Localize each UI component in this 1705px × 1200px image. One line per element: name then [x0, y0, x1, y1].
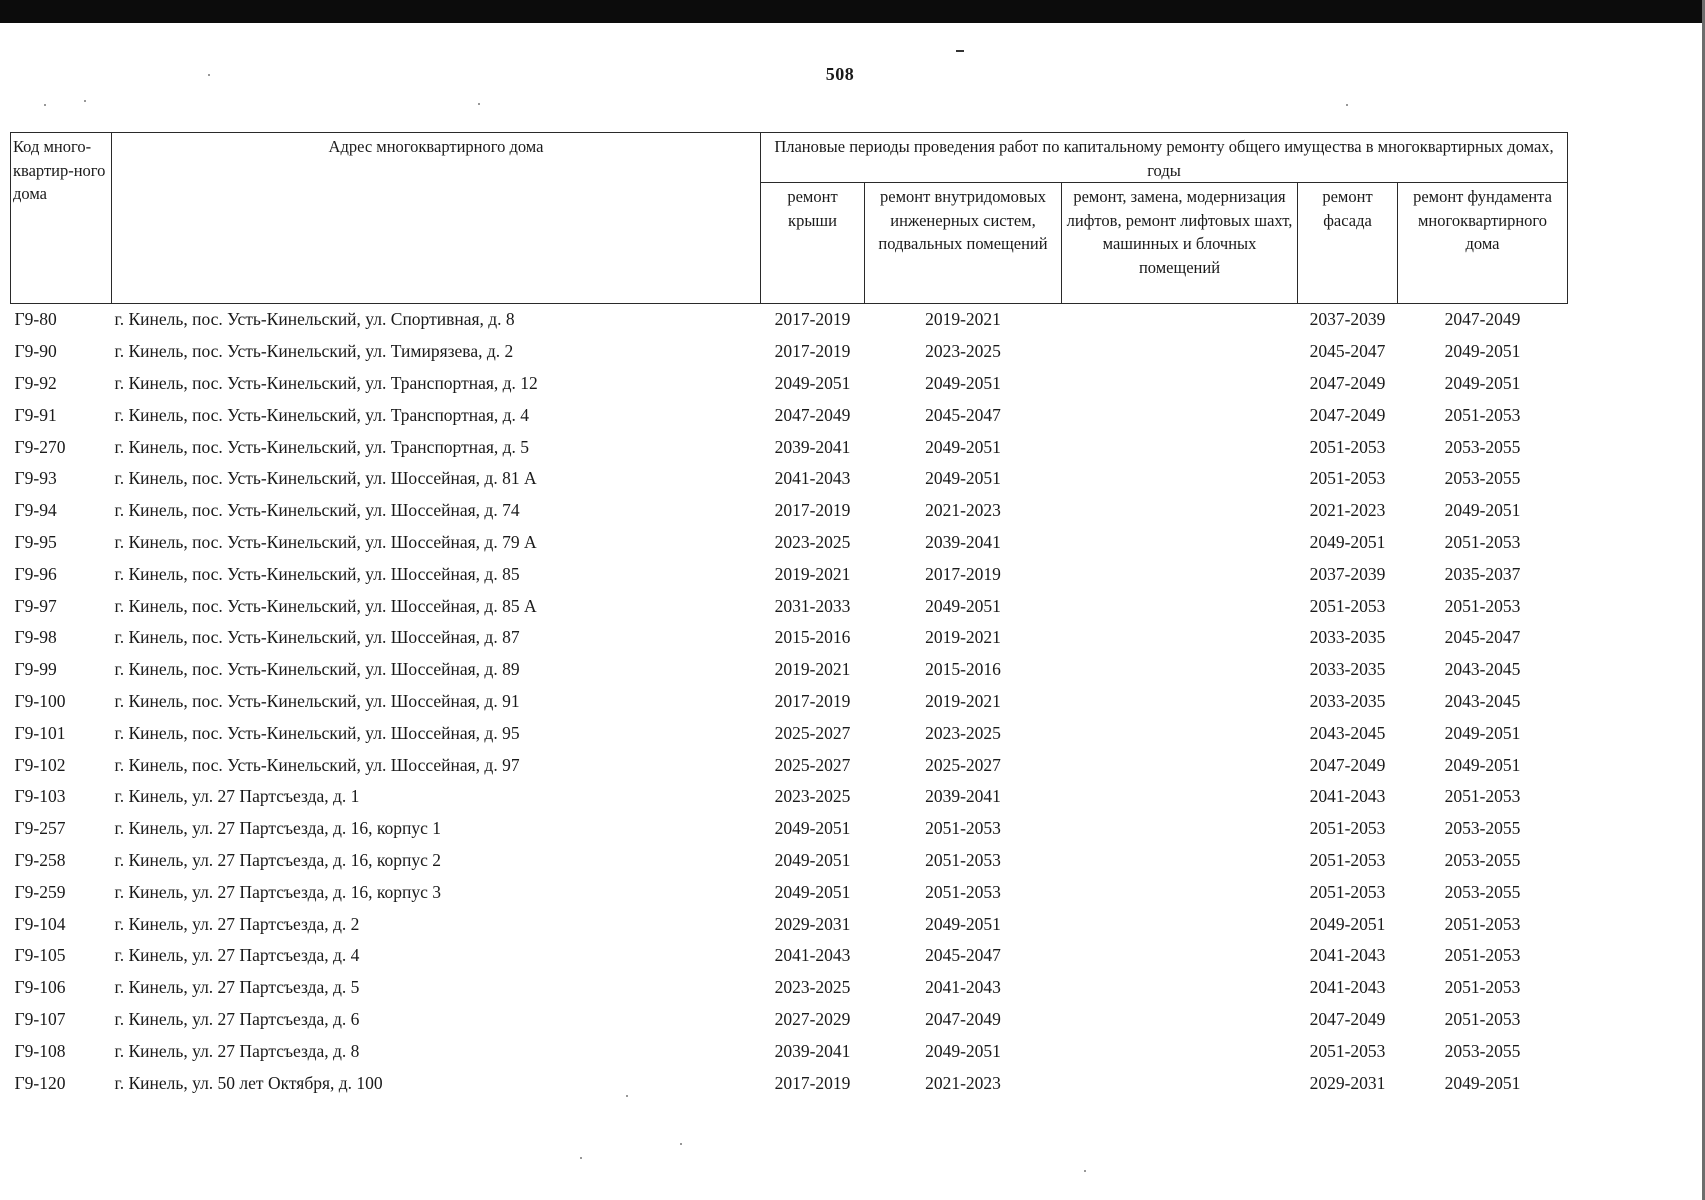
engineering-period-cell: 2045-2047: [925, 404, 1001, 425]
roof-period-cell: 2017-2019: [774, 500, 851, 521]
roof-period-cell: 2047-2049: [774, 404, 851, 425]
roof-period-cell: 2041-2043: [774, 945, 851, 966]
facade-period-cell: 2049-2051: [1309, 531, 1386, 552]
facade-period-cell: 2041-2043: [1309, 945, 1386, 966]
house-code-cell: Г9-91: [14, 404, 57, 425]
foundation-period-cell: 2053-2055: [1444, 849, 1521, 870]
header-engineering: ремонт внутридомовых инженерных систем, подвальных помещений: [865, 183, 1062, 304]
facade-period-cell: 2043-2045: [1309, 722, 1386, 743]
address-cell: г. Кинель, ул. 27 Партсъезда, д. 16, корпус 1: [114, 818, 442, 839]
elevators-period-cell: [1062, 527, 1298, 559]
house-code-cell: Г9-258: [14, 849, 66, 870]
table-row: [11, 972, 1568, 1004]
address-cell: г. Кинель, пос. Усть-Кинельский, ул. Транспортная, д. 12: [114, 372, 538, 393]
address-cell: г. Кинель, ул. 27 Партсъезда, д. 5: [114, 977, 360, 998]
house-code-cell: Г9-105: [14, 945, 66, 966]
house-code-cell: Г9-101: [14, 722, 66, 743]
table-row: [11, 686, 1568, 718]
facade-period-cell: 2033-2035: [1309, 627, 1386, 648]
scan-speck: [84, 100, 86, 102]
roof-period-cell: 2049-2051: [774, 849, 851, 870]
table-row: [11, 431, 1568, 463]
foundation-period-cell: 2053-2055: [1444, 1040, 1521, 1061]
table-row: [11, 1004, 1568, 1036]
elevators-period-cell: [1062, 495, 1298, 527]
facade-period-cell: 2037-2039: [1309, 563, 1386, 584]
foundation-period-cell: 2053-2055: [1444, 881, 1521, 902]
scan-speck: [1084, 1170, 1086, 1172]
engineering-period-cell: 2039-2041: [925, 786, 1001, 807]
foundation-period-cell: 2043-2045: [1444, 690, 1521, 711]
house-code-cell: Г9-90: [14, 341, 57, 362]
engineering-period-cell: 2023-2025: [925, 341, 1001, 362]
header-roof: ремонт крыши: [761, 183, 865, 304]
house-code-cell: Г9-95: [14, 531, 57, 552]
table-row: [11, 813, 1568, 845]
house-code-cell: Г9-103: [14, 786, 66, 807]
house-code-cell: Г9-97: [14, 595, 57, 616]
facade-period-cell: 2047-2049: [1309, 1008, 1386, 1029]
scan-speck: [208, 74, 210, 76]
roof-period-cell: 2049-2051: [774, 818, 851, 839]
capital-repair-table: [10, 132, 1568, 1099]
facade-period-cell: 2029-2031: [1309, 1072, 1386, 1093]
elevators-period-cell: [1062, 304, 1298, 336]
engineering-period-cell: 2021-2023: [925, 1072, 1001, 1093]
address-cell: г. Кинель, ул. 27 Партсъезда, д. 4: [114, 945, 360, 966]
scan-mark: [956, 50, 964, 52]
roof-period-cell: 2023-2025: [774, 786, 851, 807]
facade-period-cell: 2047-2049: [1309, 754, 1386, 775]
address-cell: г. Кинель, ул. 27 Партсъезда, д. 16, корпус 3: [114, 881, 442, 902]
facade-period-cell: 2045-2047: [1309, 341, 1386, 362]
roof-period-cell: 2017-2019: [774, 690, 851, 711]
table-row: [11, 495, 1568, 527]
address-cell: г. Кинель, пос. Усть-Кинельский, ул. Шоссейная, д. 81 А: [114, 468, 537, 489]
foundation-period-cell: 2049-2051: [1444, 722, 1521, 743]
house-code-cell: Г9-100: [14, 690, 66, 711]
engineering-period-cell: 2021-2023: [925, 500, 1001, 521]
house-code-cell: Г9-99: [14, 659, 57, 680]
engineering-period-cell: 2017-2019: [925, 563, 1001, 584]
address-cell: г. Кинель, пос. Усть-Кинельский, ул. Шоссейная, д. 97: [114, 754, 520, 775]
table-row: [11, 336, 1568, 368]
elevators-period-cell: [1062, 654, 1298, 686]
header-planned-periods: Плановые периоды проведения работ по капитальному ремонту общего имущества в многоквартирных домах, годы: [761, 133, 1568, 183]
foundation-period-cell: 2035-2037: [1444, 563, 1521, 584]
facade-period-cell: 2051-2053: [1309, 818, 1386, 839]
table-row: [11, 940, 1568, 972]
roof-period-cell: 2017-2019: [774, 1072, 851, 1093]
foundation-period-cell: 2047-2049: [1444, 309, 1521, 330]
elevators-period-cell: [1062, 749, 1298, 781]
elevators-period-cell: [1062, 399, 1298, 431]
roof-period-cell: 2017-2019: [774, 309, 851, 330]
house-code-cell: Г9-106: [14, 977, 66, 998]
table-row: [11, 749, 1568, 781]
elevators-period-cell: [1062, 558, 1298, 590]
engineering-period-cell: 2049-2051: [925, 436, 1001, 457]
table-row: [11, 558, 1568, 590]
house-code-cell: Г9-94: [14, 500, 57, 521]
elevators-period-cell: [1062, 1004, 1298, 1036]
elevators-period-cell: [1062, 622, 1298, 654]
header-facade: ремонт фасада: [1298, 183, 1398, 304]
table-row: [11, 717, 1568, 749]
facade-period-cell: 2051-2053: [1309, 881, 1386, 902]
header-code: Код много-квартир-ного дома: [11, 133, 112, 304]
scan-speck: [1346, 104, 1348, 106]
house-code-cell: Г9-98: [14, 627, 57, 648]
house-code-cell: Г9-102: [14, 754, 66, 775]
table-row: [11, 463, 1568, 495]
address-cell: г. Кинель, ул. 27 Партсъезда, д. 2: [114, 913, 360, 934]
elevators-period-cell: [1062, 431, 1298, 463]
foundation-period-cell: 2053-2055: [1444, 468, 1521, 489]
roof-period-cell: 2041-2043: [774, 468, 851, 489]
header-foundation: ремонт фундамента многоквартирного дома: [1398, 183, 1568, 304]
house-code-cell: Г9-257: [14, 818, 66, 839]
foundation-period-cell: 2051-2053: [1444, 913, 1521, 934]
address-cell: г. Кинель, пос. Усть-Кинельский, ул. Транспортная, д. 4: [114, 404, 530, 425]
roof-period-cell: 2023-2025: [774, 977, 851, 998]
roof-period-cell: 2049-2051: [774, 881, 851, 902]
address-cell: г. Кинель, пос. Усть-Кинельский, ул. Транспортная, д. 5: [114, 436, 530, 457]
address-cell: г. Кинель, пос. Усть-Кинельский, ул. Шоссейная, д. 79 А: [114, 531, 537, 552]
engineering-period-cell: 2051-2053: [925, 881, 1001, 902]
facade-period-cell: 2021-2023: [1309, 500, 1386, 521]
engineering-period-cell: 2049-2051: [925, 372, 1001, 393]
house-code-cell: Г9-96: [14, 563, 57, 584]
foundation-period-cell: 2045-2047: [1444, 627, 1521, 648]
engineering-period-cell: 2019-2021: [925, 309, 1001, 330]
engineering-period-cell: 2049-2051: [925, 468, 1001, 489]
foundation-period-cell: 2051-2053: [1444, 595, 1521, 616]
roof-period-cell: 2031-2033: [774, 595, 851, 616]
table-row: [11, 368, 1568, 400]
elevators-period-cell: [1062, 1035, 1298, 1067]
roof-period-cell: 2023-2025: [774, 531, 851, 552]
table-row: [11, 590, 1568, 622]
scan-top-border: [0, 0, 1705, 23]
foundation-period-cell: 2051-2053: [1444, 404, 1521, 425]
elevators-period-cell: [1062, 717, 1298, 749]
elevators-period-cell: [1062, 590, 1298, 622]
facade-period-cell: 2051-2053: [1309, 595, 1386, 616]
address-cell: г. Кинель, ул. 27 Партсъезда, д. 1: [114, 786, 360, 807]
elevators-period-cell: [1062, 463, 1298, 495]
table-row: [11, 781, 1568, 813]
facade-period-cell: 2033-2035: [1309, 659, 1386, 680]
address-cell: г. Кинель, пос. Усть-Кинельский, ул. Шоссейная, д. 85: [114, 563, 520, 584]
table-row: [11, 1035, 1568, 1067]
roof-period-cell: 2019-2021: [774, 659, 851, 680]
elevators-period-cell: [1062, 876, 1298, 908]
house-code-cell: Г9-92: [14, 372, 57, 393]
facade-period-cell: 2037-2039: [1309, 309, 1386, 330]
roof-period-cell: 2039-2041: [774, 1040, 851, 1061]
facade-period-cell: 2041-2043: [1309, 977, 1386, 998]
table-row: [11, 908, 1568, 940]
scan-speck: [580, 1157, 582, 1159]
elevators-period-cell: [1062, 781, 1298, 813]
foundation-period-cell: 2049-2051: [1444, 500, 1521, 521]
roof-period-cell: 2017-2019: [774, 341, 851, 362]
address-cell: г. Кинель, пос. Усть-Кинельский, ул. Тимирязева, д. 2: [114, 341, 514, 362]
engineering-period-cell: 2019-2021: [925, 690, 1001, 711]
engineering-period-cell: 2049-2051: [925, 595, 1001, 616]
facade-period-cell: 2047-2049: [1309, 404, 1386, 425]
facade-period-cell: 2033-2035: [1309, 690, 1386, 711]
engineering-period-cell: 2047-2049: [925, 1008, 1001, 1029]
scan-speck: [478, 103, 480, 105]
elevators-period-cell: [1062, 908, 1298, 940]
house-code-cell: Г9-80: [14, 309, 57, 330]
foundation-period-cell: 2051-2053: [1444, 531, 1521, 552]
house-code-cell: Г9-270: [14, 436, 66, 457]
foundation-period-cell: 2051-2053: [1444, 945, 1521, 966]
roof-period-cell: 2015-2016: [774, 627, 851, 648]
roof-period-cell: 2025-2027: [774, 722, 851, 743]
page-number: 508: [825, 64, 855, 84]
foundation-period-cell: 2049-2051: [1444, 754, 1521, 775]
table-row: [11, 654, 1568, 686]
roof-period-cell: 2049-2051: [774, 372, 851, 393]
roof-period-cell: 2019-2021: [774, 563, 851, 584]
table-row: [11, 527, 1568, 559]
header-elevators: ремонт, замена, модернизация лифтов, ремонт лифтовых шахт, машинных и блочных помещений: [1062, 183, 1298, 304]
elevators-period-cell: [1062, 336, 1298, 368]
facade-period-cell: 2051-2053: [1309, 436, 1386, 457]
foundation-period-cell: 2049-2051: [1444, 341, 1521, 362]
roof-period-cell: 2025-2027: [774, 754, 851, 775]
facade-period-cell: 2041-2043: [1309, 786, 1386, 807]
table-row: [11, 622, 1568, 654]
house-code-cell: Г9-120: [14, 1072, 66, 1093]
address-cell: г. Кинель, пос. Усть-Кинельский, ул. Шоссейная, д. 87: [114, 627, 520, 648]
foundation-period-cell: 2051-2053: [1444, 786, 1521, 807]
engineering-period-cell: 2049-2051: [925, 913, 1001, 934]
engineering-period-cell: 2025-2027: [925, 754, 1001, 775]
facade-period-cell: 2047-2049: [1309, 372, 1386, 393]
address-cell: г. Кинель, пос. Усть-Кинельский, ул. Шоссейная, д. 85 А: [114, 595, 537, 616]
elevators-period-cell: [1062, 940, 1298, 972]
table-row: [11, 876, 1568, 908]
roof-period-cell: 2027-2029: [774, 1008, 851, 1029]
engineering-period-cell: 2041-2043: [925, 977, 1001, 998]
address-cell: г. Кинель, ул. 27 Партсъезда, д. 6: [114, 1008, 360, 1029]
foundation-period-cell: 2043-2045: [1444, 659, 1521, 680]
foundation-period-cell: 2051-2053: [1444, 1008, 1521, 1029]
engineering-period-cell: 2039-2041: [925, 531, 1001, 552]
house-code-cell: Г9-93: [14, 468, 57, 489]
elevators-period-cell: [1062, 368, 1298, 400]
foundation-period-cell: 2053-2055: [1444, 436, 1521, 457]
address-cell: г. Кинель, пос. Усть-Кинельский, ул. Шоссейная, д. 89: [114, 659, 520, 680]
engineering-period-cell: 2019-2021: [925, 627, 1001, 648]
scan-speck: [680, 1143, 682, 1145]
address-cell: г. Кинель, ул. 27 Партсъезда, д. 16, корпус 2: [114, 849, 442, 870]
elevators-period-cell: [1062, 1067, 1298, 1099]
elevators-period-cell: [1062, 813, 1298, 845]
table-body: [11, 304, 1568, 1099]
house-code-cell: Г9-259: [14, 881, 66, 902]
house-code-cell: Г9-108: [14, 1040, 66, 1061]
house-code-cell: Г9-104: [14, 913, 66, 934]
house-code-cell: Г9-107: [14, 1008, 66, 1029]
foundation-period-cell: 2049-2051: [1444, 372, 1521, 393]
engineering-period-cell: 2051-2053: [925, 818, 1001, 839]
foundation-period-cell: 2053-2055: [1444, 818, 1521, 839]
scan-speck: [44, 104, 46, 106]
table-row: [11, 399, 1568, 431]
address-cell: г. Кинель, пос. Усть-Кинельский, ул. Шоссейная, д. 74: [114, 500, 520, 521]
address-cell: г. Кинель, ул. 27 Партсъезда, д. 8: [114, 1040, 360, 1061]
table-row: [11, 304, 1568, 336]
engineering-period-cell: 2049-2051: [925, 1040, 1001, 1061]
facade-period-cell: 2051-2053: [1309, 849, 1386, 870]
foundation-period-cell: 2051-2053: [1444, 977, 1521, 998]
foundation-period-cell: 2049-2051: [1444, 1072, 1521, 1093]
elevators-period-cell: [1062, 686, 1298, 718]
facade-period-cell: 2051-2053: [1309, 468, 1386, 489]
elevators-period-cell: [1062, 845, 1298, 877]
roof-period-cell: 2029-2031: [774, 913, 851, 934]
engineering-period-cell: 2045-2047: [925, 945, 1001, 966]
engineering-period-cell: 2015-2016: [925, 659, 1001, 680]
facade-period-cell: 2049-2051: [1309, 913, 1386, 934]
roof-period-cell: 2039-2041: [774, 436, 851, 457]
elevators-period-cell: [1062, 972, 1298, 1004]
address-cell: г. Кинель, пос. Усть-Кинельский, ул. Шоссейная, д. 95: [114, 722, 520, 743]
address-cell: г. Кинель, пос. Усть-Кинельский, ул. Шоссейная, д. 91: [114, 690, 520, 711]
address-cell: г. Кинель, пос. Усть-Кинельский, ул. Спортивная, д. 8: [114, 309, 515, 330]
facade-period-cell: 2051-2053: [1309, 1040, 1386, 1061]
engineering-period-cell: 2023-2025: [925, 722, 1001, 743]
table-row: [11, 1067, 1568, 1099]
header-address: Адрес многоквартирного дома: [112, 133, 761, 304]
table-row: [11, 845, 1568, 877]
engineering-period-cell: 2051-2053: [925, 849, 1001, 870]
address-cell: г. Кинель, ул. 50 лет Октября, д. 100: [114, 1072, 383, 1093]
